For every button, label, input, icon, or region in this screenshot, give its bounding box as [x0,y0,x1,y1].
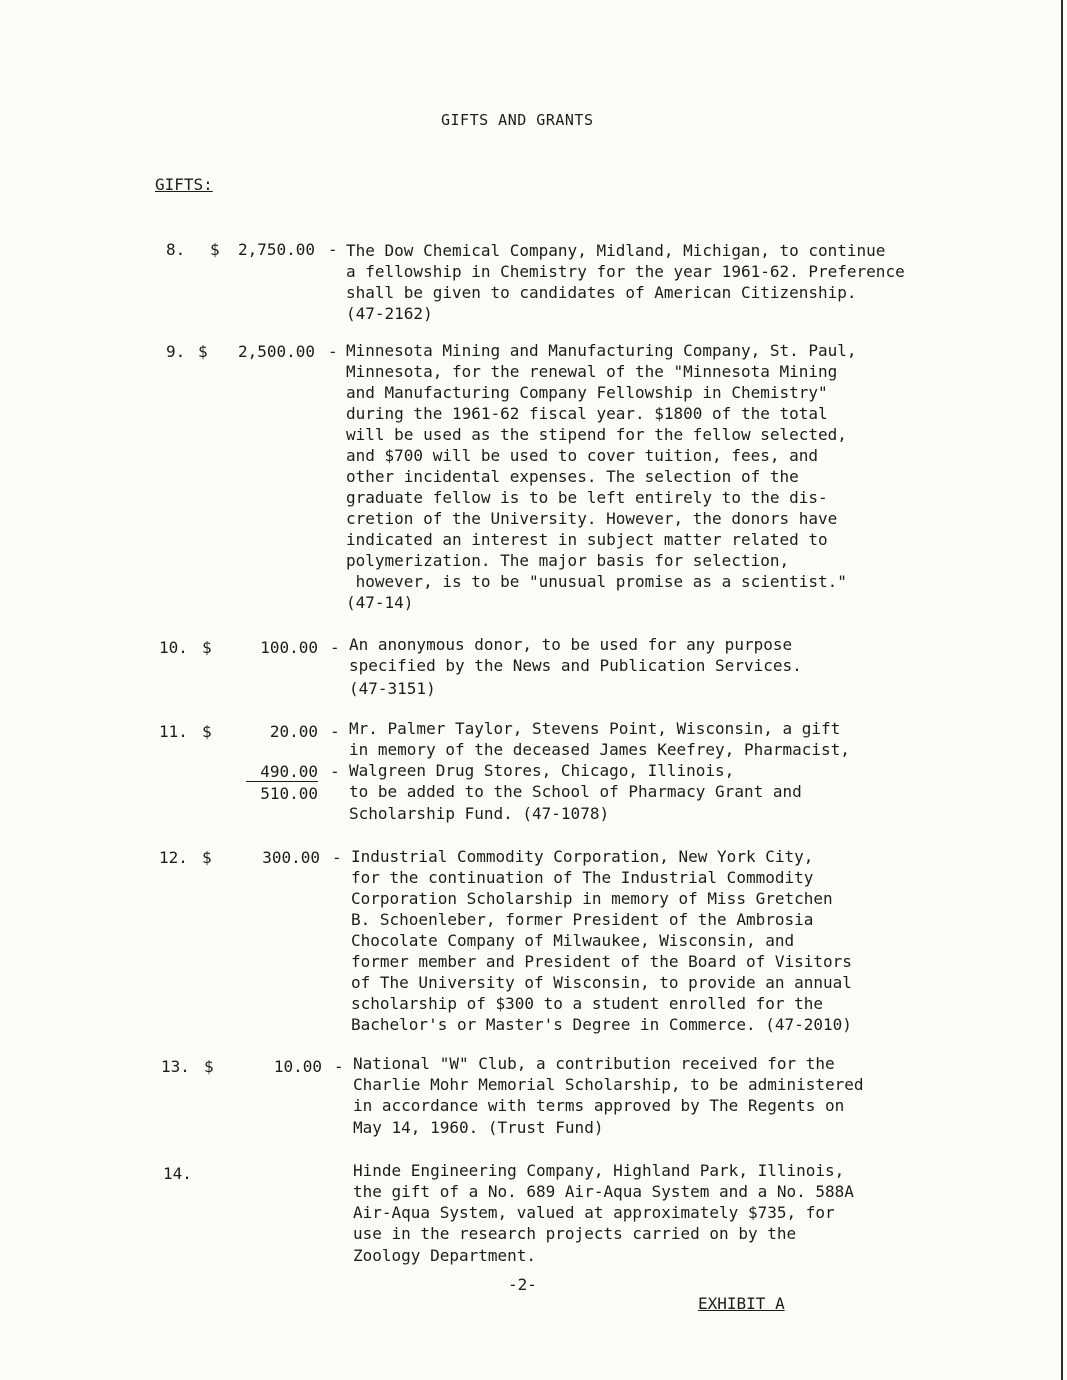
entry-text-line: The Dow Chemical Company, Midland, Michigan, to continue [346,241,886,260]
entry-text-line: Walgreen Drug Stores, Chicago, Illinois, [349,761,735,780]
entry-text-line: Chocolate Company of Milwaukee, Wisconsin, and [351,931,795,950]
entry-number: 11. [159,722,188,741]
entry-text-line: will be used as the stipend for the fellow selected, [346,425,847,444]
entry-number: 9. [166,342,186,361]
dollar-sign: $ [210,240,220,259]
entry-text-line: of The University of Wisconsin, to provide an annual [351,973,852,992]
exhibit-label: EXHIBIT A [698,1294,785,1313]
gift-amount: 20.00 [269,722,318,741]
entry-dash: - [330,638,340,657]
gift-amount: 2,500.00 [237,342,315,361]
entry-text-line: however, is to be "unusual promise as a scientist." [346,572,847,591]
entry-text-line: to be added to the School of Pharmacy Grant and [349,782,802,801]
sub-total: 510.00 [260,784,318,803]
entry-text-line: B. Schoenleber, former President of the Ambrosia [351,910,814,929]
entry-text-line: Industrial Commodity Corporation, New York City, [351,847,814,866]
entry-text-line: Minnesota, for the renewal of the "Minnesota Mining [346,362,838,381]
entry-text-line: in memory of the deceased James Keefrey, Pharmacist, [349,740,850,759]
dollar-sign: $ [202,722,212,741]
entry-text-line: and $700 will be used to cover tuition, fees, and [346,446,819,465]
entry-number: 14. [163,1164,192,1183]
entry-text-line: shall be given to candidates of American Citizenship. [346,283,857,302]
entry-text-line: the gift of a No. 689 Air-Aqua System and a No. 588A [353,1182,854,1201]
dollar-sign: $ [202,638,212,657]
entry-text-line: Zoology Department. [353,1246,537,1265]
entry-text-line: scholarship of $300 to a student enrolled for the [351,994,824,1013]
entry-text-line: Bachelor's or Master's Degree in Commerce. (47-2010) [351,1015,852,1034]
entry-dash: - [334,1057,344,1076]
entry-text-line: during the 1961-62 fiscal year. $1800 of the total [346,404,828,423]
entry-text-line: Charlie Mohr Memorial Scholarship, to be administered [353,1075,864,1094]
entry-text-line: Minnesota Mining and Manufacturing Company, St. Paul, [346,341,857,360]
entry-text-line: specified by the News and Publication Services. [349,656,802,675]
entry-text-line: Corporation Scholarship in memory of Miss Gretchen [351,889,833,908]
dollar-sign: $ [198,342,208,361]
sub-amount: 490.00 [246,762,318,782]
entry-dash: - [328,240,338,259]
entry-text-line: An anonymous donor, to be used for any purpose [349,635,793,654]
entry-text-line: for the continuation of The Industrial Commodity [351,868,814,887]
dollar-sign: $ [204,1057,214,1076]
entry-text-line: indicated an interest in subject matter related to [346,530,828,549]
entry-dash: - [328,342,338,361]
gift-amount: 10.00 [273,1057,322,1076]
entry-text-line: other incidental expenses. The selection of the [346,467,799,486]
entry-text-line: Hinde Engineering Company, Highland Park, Illinois, [353,1161,845,1180]
entry-dash: - [330,762,340,781]
entry-text-line: Mr. Palmer Taylor, Stevens Point, Wisconsin, a gift [349,719,841,738]
entry-text-line: a fellowship in Chemistry for the year 1961-62. Preference [346,262,905,281]
entry-text-line: polymerization. The major basis for selection, [346,551,790,570]
section-heading: GIFTS: [155,175,213,194]
entry-text-line: graduate fellow is to be left entirely to the dis- [346,488,828,507]
entry-dash: - [332,848,342,867]
entry-text-line: (47-3151) [349,679,436,698]
page-number: -2- [508,1275,537,1294]
entry-number: 10. [159,638,188,657]
entry-text-line: May 14, 1960. (Trust Fund) [353,1118,604,1137]
entry-text-line: use in the research projects carried on by the [353,1224,797,1243]
gift-amount: 100.00 [260,638,318,657]
entry-number: 8. [166,240,186,259]
entry-number: 12. [159,848,188,867]
entry-text-line: in accordance with terms approved by The Regents on [353,1096,845,1115]
gift-amount: 300.00 [262,848,320,867]
dollar-sign: $ [202,848,212,867]
entry-dash: - [330,722,340,741]
entry-text-line: Air-Aqua System, valued at approximately $735, for [353,1203,835,1222]
entry-text-line: Scholarship Fund. (47-1078) [349,804,610,823]
entry-text-line: National "W" Club, a contribution received for the [353,1054,835,1073]
entry-text-line: (47-2162) [346,304,433,323]
entry-text-line: former member and President of the Board of Visitors [351,952,852,971]
page-title: GIFTS AND GRANTS [441,111,594,129]
entry-number: 13. [161,1057,190,1076]
entry-text-line: and Manufacturing Company Fellowship in Chemistry" [346,383,828,402]
gift-amount: 2,750.00 [237,240,315,259]
page-edge [1061,0,1063,1380]
entry-text-line: cretion of the University. However, the donors have [346,509,838,528]
entry-text-line: (47-14) [346,593,414,612]
